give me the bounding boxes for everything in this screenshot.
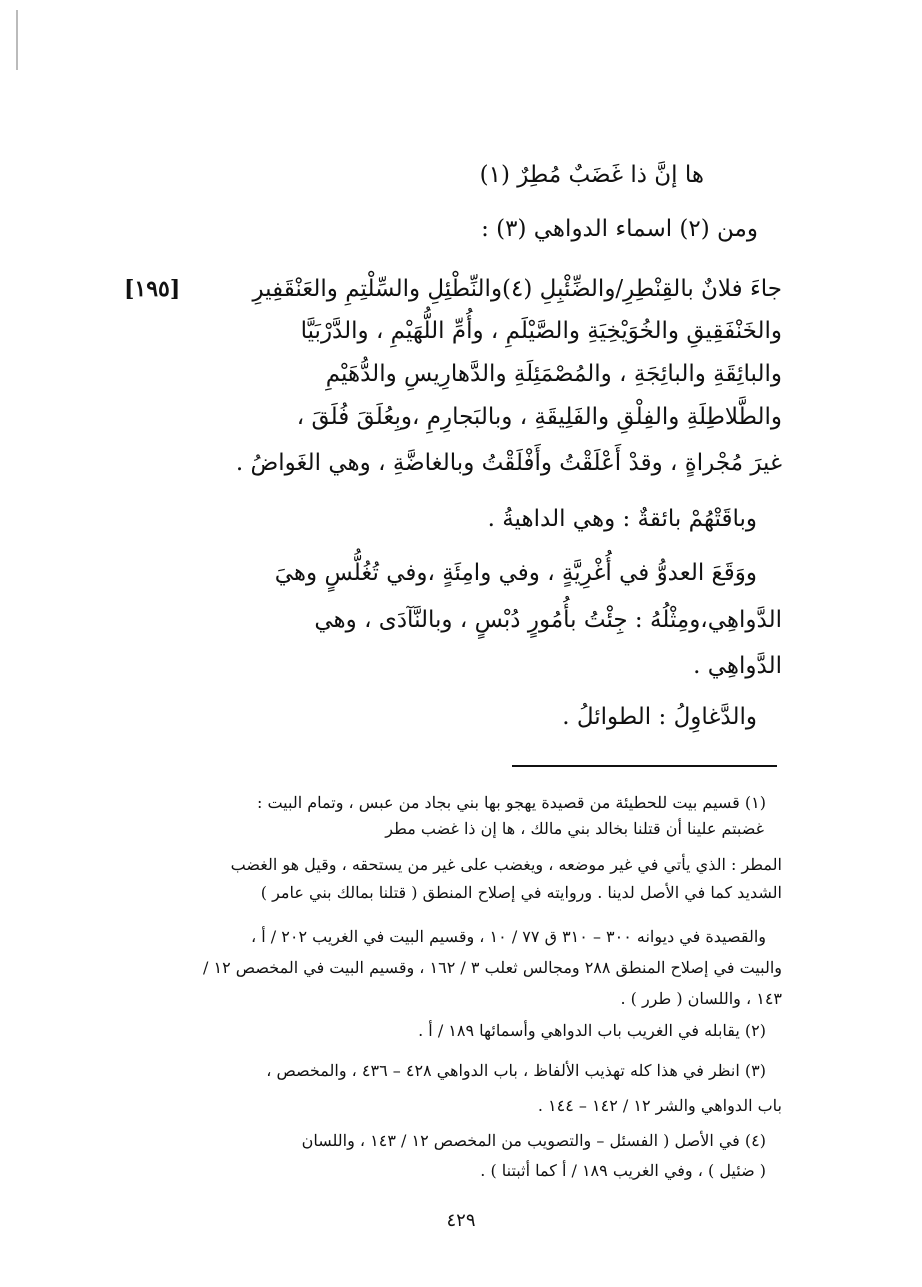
footnote-line: باب الدواهي والشر ١٢ / ١٤٢ – ١٤٤ . xyxy=(537,1096,782,1115)
verse-line: ها إنَّ ذا غَضَبٌ مُطِرٌ (١) xyxy=(479,162,704,188)
scan-edge-mark xyxy=(16,10,18,70)
text-line: والطَّلاطِلَةِ والفِلْقِ والفَلِيقَةِ ، وبالبَجارِمِ ،وبِعُلَقَ فُلَقَ ، xyxy=(296,404,782,430)
text-line: ووَقَعَ العدوُّ في أُغْرِيَّةٍ ، وفي وامِئَةٍ ،وفي تُغُلُّسٍ وهيَ xyxy=(274,560,757,586)
footnote-line: (٣) انظر في هذا كله تهذيب الألفاظ ، باب الدواهي ٤٢٨ – ٤٣٦ ، والمخصص ، xyxy=(266,1061,766,1080)
footnote-separator xyxy=(512,765,777,767)
text-line: غيرَ مُجْراةٍ ، وقدْ أَعْلَقْتُ وأَفْلَقْتُ وبالغاضَّةِ ، وهي الغَواضُ . xyxy=(235,450,782,476)
text-line: والخَنْفَقِيقِ والخُوَيْخِيَةِ والصَّيْلَمِ ، وأُمِّ اللُّهَيْمِ ، والدَّرْبَيَّا xyxy=(300,318,782,344)
section-heading: ومن (٢) اسماء الدواهي (٣) : xyxy=(481,216,758,242)
footnote-line: والقصيدة في ديوانه ٣٠٠ – ٣١٠ ق ٧٧ / ١٠ ، وقسيم البيت في الغريب ٢٠٢ / أ ، xyxy=(250,927,766,946)
footnote-line: والبيت في إصلاح المنطق ٢٨٨ ومجالس ثعلب ٣ / ١٦٢ ، وقسيم البيت في المخصص ١٢ / xyxy=(203,958,782,977)
footnote-line: (٢) يقابله في الغريب باب الدواهي وأسمائها ١٨٩ / أ . xyxy=(418,1021,766,1040)
footnote-line: (١) قسيم بيت للحطيئة من قصيدة يهجو بها بني بجاد من عبس ، وتمام البيت : xyxy=(256,793,766,812)
footnote-verse: غضبتم علينا أن قتلنا بخالد بني مالك ، ها إن ذا غضب مطر xyxy=(385,819,764,838)
text-line: جاءَ فلانٌ بالقِنْطِرِ/والضِّئْبِلِ (٤)والنِّطْئِلِ والسِّلْتِمِ والعَنْقَفِيرِ xyxy=(252,276,782,302)
text-line: وباقَتْهُمْ بائقةٌ : وهي الداهيةُ . xyxy=(487,506,757,532)
text-line: الدَّواهِي،ومِثْلُهُ : جِئْتُ بأُمُورٍ دُبْسٍ ، وبالنَّآدَى ، وهي xyxy=(314,607,782,633)
footnote-line: ( ضئيل ) ، وفي الغريب ١٨٩ / أ كما أثبتنا ) . xyxy=(480,1161,766,1180)
page-number: ٤٢٩ xyxy=(446,1210,476,1231)
footnote-line: المطر : الذي يأتي في غير موضعه ، ويغضب على غير من يستحقه ، وقيل هو الغضب xyxy=(230,855,782,874)
footnote-line: ١٤٣ ، واللسان ( طرر ) . xyxy=(620,989,782,1008)
page-margin-marker: [١٩٥] xyxy=(124,276,181,302)
text-line: الدَّواهِي . xyxy=(693,653,782,679)
footnote-line: (٤) في الأصل ( الفسئل – والتصويب من المخصص ١٢ / ١٤٣ ، واللسان xyxy=(301,1131,766,1150)
footnote-line: الشديد كما في الأصل لدينا . وروايته في إصلاح المنطق ( قتلنا بمالك بني عامر ) xyxy=(260,883,782,902)
text-line: والبائِقَةِ والبائِجَةِ ، والمُصْمَئِلَةِ والدَّهارِيسِ والدُّهَيْمِ xyxy=(325,361,782,387)
text-line: والدَّغاوِلُ : الطوائلُ . xyxy=(562,704,757,730)
